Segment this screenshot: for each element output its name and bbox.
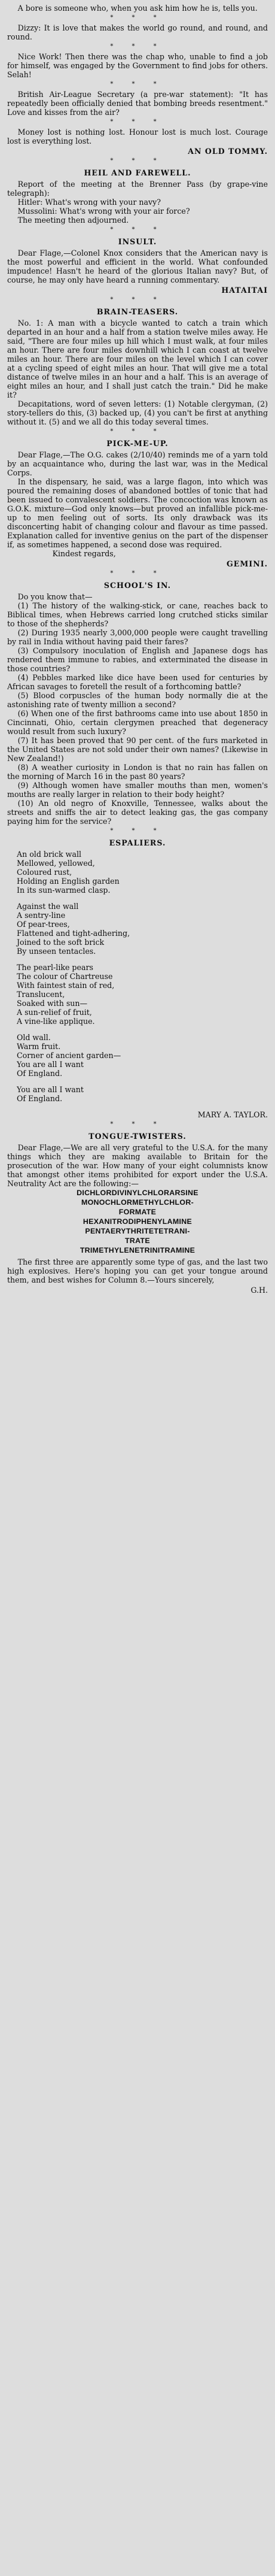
tongue-signature: G.H. bbox=[250, 1286, 268, 1295]
poem-line: Joined to the soft brick bbox=[17, 938, 105, 947]
poem-line: You are all I want bbox=[17, 1060, 84, 1069]
school-fact: (5) Blood corpuscles of the human body normally die at the astonishing rate of twenty million a second? bbox=[7, 691, 268, 709]
chemical-word: TRATE bbox=[125, 1237, 150, 1245]
star-separator: * * * bbox=[110, 1121, 165, 1128]
school-fact: (10) An old negro of Knoxville, Tennessee, walks about the streets and sniffs the air to detect leaking gas, the gas company paying him for the service? bbox=[7, 799, 268, 826]
school-fact: (9) Although women have smaller mouths than men, women's mouths are really larger in relation to their body height? bbox=[7, 781, 268, 799]
tongue-after: The first three are apparently some type of gas, and the last two high explosives. Here's hoping you can get your tongue around them, and best wishes for Column 8.—Yours sincerely, bbox=[7, 1257, 268, 1284]
star-separator: * * * bbox=[110, 828, 165, 834]
poem-line: A vine-like applique. bbox=[17, 1017, 95, 1026]
poem-line: Of pear-trees, bbox=[17, 920, 70, 929]
chemical-word: TRIMETHYLENETRINITRAMINE bbox=[80, 1246, 195, 1254]
farewell-item bbox=[7, 180, 268, 225]
star-separator: * * * bbox=[110, 570, 165, 577]
poem-line: The colour of Chartreuse bbox=[17, 972, 113, 981]
poem-line: You are all I want bbox=[17, 1085, 84, 1094]
poem-line: Corner of ancient garden— bbox=[17, 1051, 121, 1060]
school-item bbox=[7, 592, 268, 826]
tongue-item bbox=[7, 1143, 268, 1295]
pickup-para: In the dispensary, he said, was a large flagon, into which was poured the remaining doses of abandoned bottles of tonic that had been issued to convalescent soldiers. The concoction was known as G.O.K. mixture—God only knows—but proved an infallible pick-me-up to men feeling out of sorts. Its only drawback was its disconcerting habit of changing colour and flavour as time passed. Explanation called for inventive genius on the part of the dispenser if, as sometimes happened, a second dose was required. bbox=[7, 477, 268, 549]
tongue-para: Dear Flage,—We are all very grateful to the U.S.A. for the many things which they are making available to Britain for the prosecution of the war. How many of your eight columnists know that amongst other items prohibited for export under the U.S.A. Neutrality Act are the following:— bbox=[7, 1143, 268, 1188]
money-item bbox=[7, 128, 268, 156]
pickup-closing: Kindest regards, bbox=[52, 549, 116, 558]
star-separator: * * * bbox=[110, 296, 165, 303]
school-fact: (8) A weather curiosity in London is that no rain has fallen on the morning of March 16 in the past 80 years? bbox=[7, 763, 268, 781]
poem-line: Soaked with sun— bbox=[17, 999, 88, 1008]
star-separator: * * * bbox=[110, 14, 165, 21]
star-separator: * * * bbox=[110, 157, 165, 164]
poem-line: Mellowed, yellowed, bbox=[17, 859, 95, 868]
school-fact: (7) It has been proved that 90 per cent. of the furs marketed in the United States are not sold under their own names? (Likewise in New Zealand!) bbox=[7, 736, 268, 763]
poem-stanza bbox=[7, 963, 268, 1026]
farewell-para: The meeting then adjourned. bbox=[17, 216, 129, 225]
poem-line: Of England. bbox=[17, 1094, 63, 1103]
poem-line: Of England. bbox=[17, 1069, 63, 1078]
farewell-para: Mussolini: What's wrong with your air force? bbox=[17, 207, 190, 216]
brain-para: No. 1: A man with a bicycle wanted to catch a train which departed in an hour and a half from a station twelve miles away. He said, "There are four miles up hill which I must walk, at four miles an hour. There are four miles downhill which I can coast at twelve miles an hour. There are four miles on the level which I can cover at a cycling speed of eight miles an hour. That will give me a total distance of twelve miles in an hour and a half. This is an average of eight miles an hour, and I shall just catch the train." Did he make it? bbox=[7, 319, 268, 399]
bore-item bbox=[7, 4, 268, 13]
poem-line: A sun-relief of fruit, bbox=[17, 1008, 92, 1017]
insult-item bbox=[7, 248, 268, 295]
nice-work-text: Nice Work! Then there was the chap who, unable to find a job for himself, was engaged by the Government to find jobs for others. Selah! bbox=[7, 52, 268, 79]
poem-line: An old brick wall bbox=[17, 850, 82, 859]
school-heading: SCHOOL'S IN. bbox=[103, 581, 172, 590]
school-fact: (1) The history of the walking-stick, or cane, reaches back to Biblical times, when Hebrews carried long crutched sticks similar to those of the shepherds? bbox=[7, 601, 268, 628]
farewell-para: Hitler: What's wrong with your navy? bbox=[17, 198, 161, 207]
poem-line: Coloured rust, bbox=[17, 868, 72, 877]
tongue-heading: TONGUE-TWISTERS. bbox=[88, 1132, 187, 1141]
star-separator: * * * bbox=[110, 119, 165, 125]
poem-line: By unseen tentacles. bbox=[17, 947, 96, 956]
farewell-heading: HEIL AND FAREWELL. bbox=[84, 168, 191, 177]
poem-stanza bbox=[7, 902, 268, 956]
chemical-word: HEXANITRODIPHENYLAMINE bbox=[82, 1217, 192, 1226]
poem-line: Warm fruit. bbox=[17, 1042, 61, 1051]
insult-signature: HATAITAI bbox=[221, 286, 268, 295]
air-league-text: British Air-League Secretary (a pre-war statement): "It has repeatedly been officially denied that bombing breeds resentment." Love and kisses from the air? bbox=[7, 90, 268, 117]
star-separator: * * * bbox=[110, 43, 165, 50]
espaliers-heading: ESPALIERS. bbox=[109, 838, 166, 847]
poem-line: Against the wall bbox=[17, 902, 79, 911]
chemical-word: PENTAERYTHRITETETRANI- bbox=[85, 1227, 190, 1235]
poem-stanza bbox=[7, 850, 268, 895]
school-fact: (6) When one of the first bathrooms came into use about 1850 in Cincinnati, Ohio, certain clergymen preached that degeneracy would result from such luxury? bbox=[7, 709, 268, 736]
poem-line: Flattened and tight-adhering, bbox=[17, 929, 130, 938]
espaliers-signature: MARY A. TAYLOR. bbox=[197, 1110, 268, 1119]
farewell-para: Report of the meeting at the Brenner Pass (by grape-vine telegraph): bbox=[7, 180, 268, 198]
poem-line: Holding an English garden bbox=[17, 877, 120, 886]
poem-stanza bbox=[7, 1085, 268, 1103]
chemical-word: DICHLORDIVINYLCHLORARSINE bbox=[77, 1189, 198, 1197]
nice-work-item bbox=[7, 52, 268, 79]
pickup-heading: PICK-ME-UP. bbox=[106, 439, 169, 448]
poem-line: The pearl-like pears bbox=[17, 963, 93, 972]
poem-line: In its sun-warmed clasp. bbox=[17, 886, 111, 895]
chemical-word: MONOCHLORMETHYLCHLOR- bbox=[81, 1198, 194, 1207]
poem-line: With faintest stain of red, bbox=[17, 981, 115, 990]
insult-para: Dear Flage,—Colonel Knox considers that the American navy is the most powerful and efficient in the world. What confounded impudence! Hasn't he heard of the glorious Italian navy? But, of course, he may only have heard a running commentary. bbox=[7, 248, 268, 284]
school-fact: (3) Compulsory inoculation of English and Japanese dogs has rendered them immune to rabies, and exterminated the disease in those countries? bbox=[7, 646, 268, 673]
poem-line: Translucent, bbox=[17, 990, 65, 999]
dizzy-item bbox=[7, 23, 268, 41]
dizzy-text: Dizzy: It is love that makes the world go round, and round, and round. bbox=[7, 23, 268, 41]
star-separator: * * * bbox=[110, 428, 165, 435]
air-league-item bbox=[7, 90, 268, 117]
money-text: Money lost is nothing lost. Honour lost is much lost. Courage lost is everything lost. bbox=[7, 128, 268, 146]
money-signature: AN OLD TOMMY. bbox=[188, 147, 268, 156]
bore-text: A bore is someone who, when you ask him how he is, tells you. bbox=[17, 4, 258, 13]
school-intro: Do you know that— bbox=[17, 592, 93, 601]
star-separator: * * * bbox=[110, 226, 165, 233]
brain-item bbox=[7, 319, 268, 426]
chemical-word: FORMATE bbox=[118, 1208, 157, 1216]
school-fact: (4) Pebbles marked like dice have been used for centuries by African savages to foretell the result of a forthcoming battle? bbox=[7, 673, 268, 691]
brain-para: Decapitations, word of seven letters: (1) Notable clergyman, (2) story-tellers do this, (3) backed up, (4) you can't be first at anything without it. (5) and we all do this today several times. bbox=[7, 399, 268, 426]
insult-heading: INSULT. bbox=[118, 237, 157, 246]
school-fact: (2) During 1935 nearly 3,000,000 people were caught travelling by rail in India without having paid their fares? bbox=[7, 628, 268, 646]
pickup-item bbox=[7, 450, 268, 568]
poem-line: Old wall. bbox=[17, 1033, 51, 1042]
pickup-para: Dear Flage,—The O.G. cakes (2/10/40) reminds me of a yarn told by an acquaintance who, during the last war, was in the Medical Corps. bbox=[7, 450, 268, 477]
star-separator: * * * bbox=[110, 81, 165, 87]
brain-heading: BRAIN-TEASERS. bbox=[96, 307, 179, 316]
poem-line: A sentry-line bbox=[17, 911, 66, 920]
pickup-signature: GEMINI. bbox=[227, 559, 268, 568]
poem-stanza bbox=[7, 1033, 268, 1078]
espaliers-poem bbox=[7, 850, 268, 1119]
